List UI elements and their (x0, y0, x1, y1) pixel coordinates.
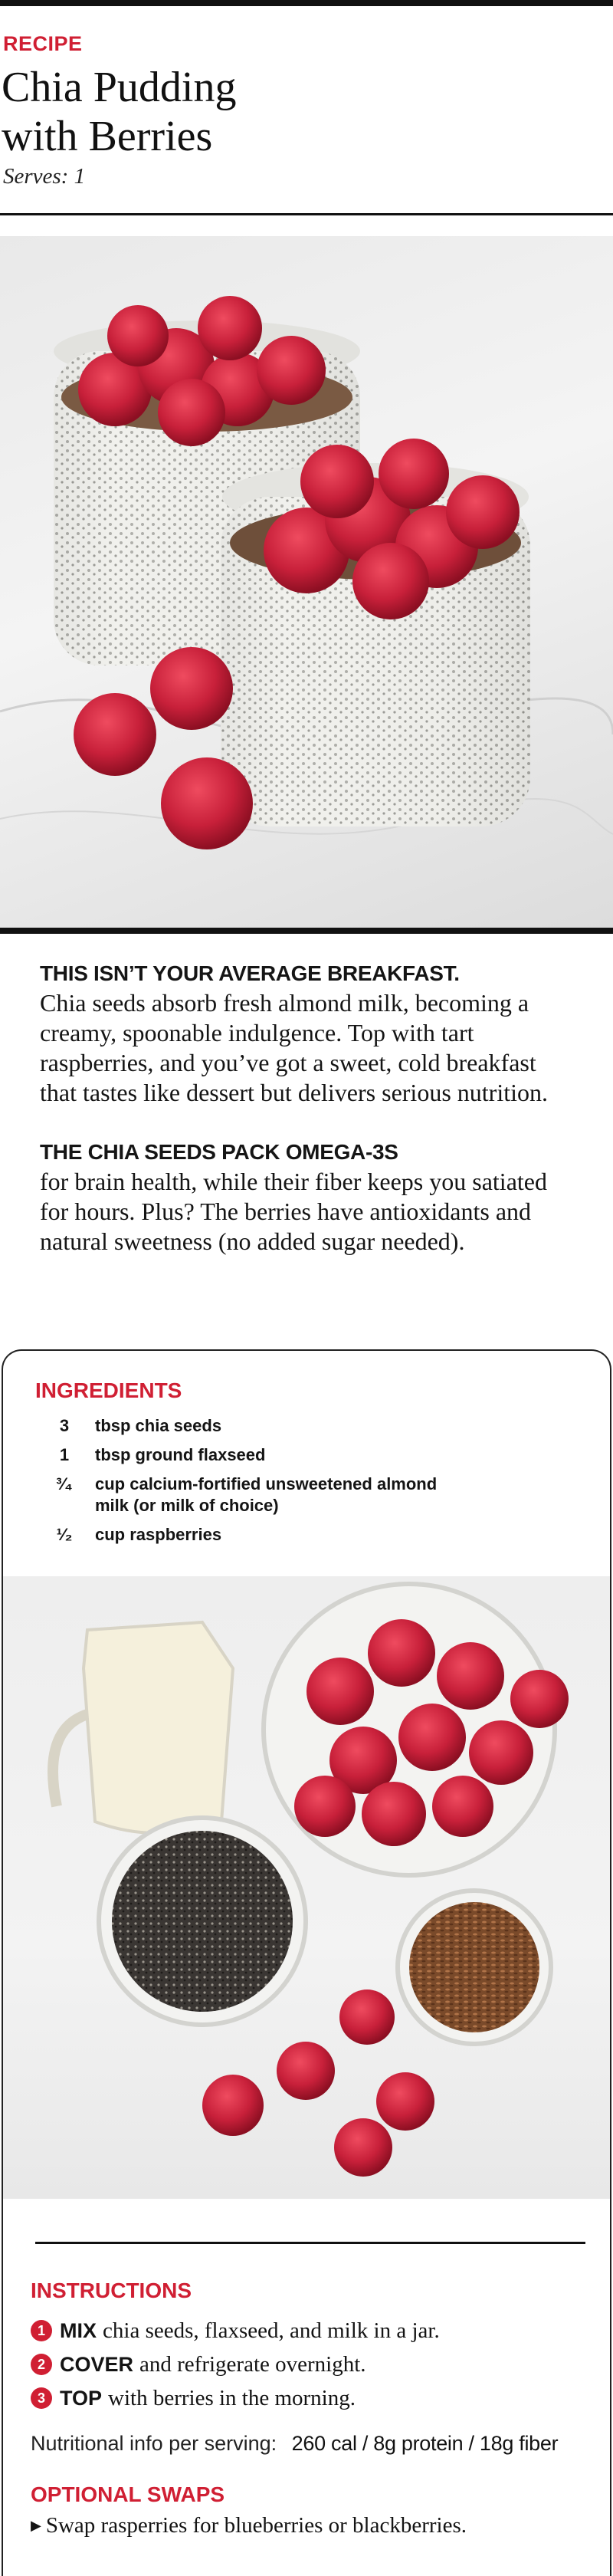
ingredient-text: tbsp chia seeds (95, 1416, 222, 1435)
intro-lead-1: THIS ISN’T YOUR AVERAGE BREAKFAST. (40, 961, 460, 985)
milk-pitcher (53, 1622, 233, 1833)
recipe-card (2, 1349, 611, 2576)
triangle-bullet-icon: ▶ (31, 2518, 41, 2533)
ingredients-photo (3, 1576, 611, 2199)
hero-bottom-rule (0, 928, 613, 934)
nutrition-values: 260 cal / 8g protein / 18g fiber (291, 2432, 559, 2455)
step-text: and refrigerate overnight. (139, 2352, 366, 2377)
ingredient-item (34, 1444, 570, 1466)
ingredient-text: tbsp ground flaxseed (95, 1445, 266, 1464)
instructions-title: INSTRUCTIONS (31, 2279, 192, 2302)
optional-swaps-title: OPTIONAL SWAPS (31, 2482, 225, 2506)
chia-seed-bowl (99, 1818, 306, 2025)
step-text: chia seeds, flaxseed, and milk in a jar. (103, 2318, 440, 2343)
step-verb: TOP (60, 2387, 103, 2410)
ingredient-item (34, 1415, 570, 1437)
hero-illustration (0, 236, 613, 931)
ingredient-qty: 3 (59, 1416, 70, 1435)
step-number-badge: 1 (31, 2320, 52, 2341)
ingredient-item (34, 1474, 570, 1516)
instruction-step (31, 2381, 598, 2415)
swap-text: Swap rasperries for blueberries or blackberries. (45, 2513, 467, 2538)
top-rule (0, 0, 613, 6)
ingredients-title: INGREDIENTS (35, 1378, 182, 1402)
ingredient-qty: 1 (59, 1445, 70, 1464)
ingredient-text: cup calcium-fortified unsweetened almond milk (or milk of choice) (95, 1474, 438, 1515)
recipe-title-line-2: with Berries (2, 113, 213, 160)
flaxseed-bowl (398, 1891, 551, 2044)
step-verb: COVER (60, 2353, 134, 2376)
raspberry-bowl (264, 1584, 569, 1875)
ingredient-qty: ³⁄₄ (56, 1474, 73, 1493)
ingredients-illustration (3, 1576, 611, 2199)
intro-paragraph-2 (40, 1137, 576, 1257)
hero-photo (0, 236, 613, 931)
step-number-badge: 3 (31, 2387, 52, 2409)
intro-text (40, 958, 576, 1257)
section-kicker: RECIPE (3, 32, 83, 55)
front-jar (221, 439, 530, 826)
instructions-list (31, 2314, 598, 2415)
ingredient-qty: ¹⁄₂ (56, 1525, 73, 1544)
nutrition-label: Nutritional info per serving: (31, 2432, 277, 2455)
serves-label: Serves: 1 (3, 164, 86, 189)
header-rule (0, 213, 613, 215)
instruction-step (31, 2314, 598, 2348)
step-text: with berries in the morning. (108, 2386, 356, 2410)
step-number-badge: 2 (31, 2354, 52, 2375)
intro-paragraph-1 (40, 958, 576, 1108)
swap-item (31, 2513, 467, 2538)
ingredient-item (34, 1524, 570, 1546)
instructions-rule (35, 2242, 585, 2244)
intro-body-2: for brain health, while their fiber keeps you satiated for hours. Plus? The berries have antioxidants and natural sweetness (no added sugar needed). (40, 1168, 547, 1255)
nutrition-info (31, 2432, 598, 2456)
instruction-step (31, 2348, 598, 2381)
recipe-title (2, 63, 236, 161)
ingredient-text: cup raspberries (95, 1525, 222, 1544)
step-verb: MIX (60, 2319, 97, 2342)
ingredients-list (34, 1415, 570, 1553)
intro-lead-2: THE CHIA SEEDS PACK OMEGA-3S (40, 1140, 398, 1164)
intro-body-1: Chia seeds absorb fresh almond milk, becoming a creamy, spoonable indulgence. Top with tart raspberries, and you’ve got a sweet, cold breakfast that tastes like dessert but delivers serious nutrition. (40, 989, 548, 1106)
recipe-title-line-1: Chia Pudding (2, 64, 237, 111)
